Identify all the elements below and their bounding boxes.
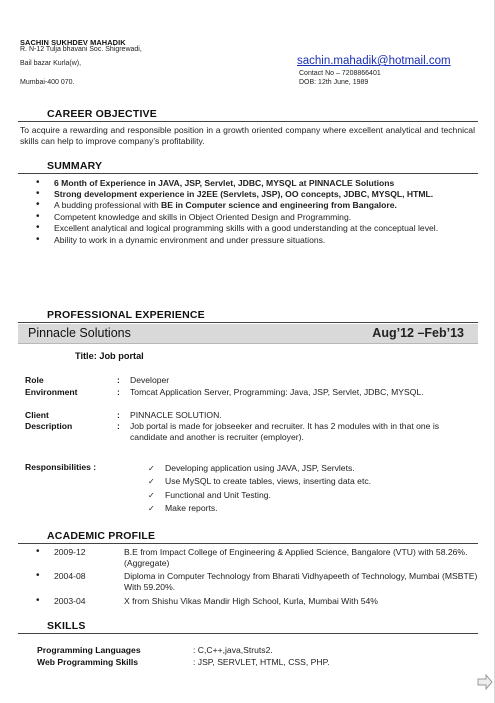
summary-item: • Strong development experience in J2EE (Servlets, JSP), OO concepts, JDBC, MYSQL, HTML. — [20, 189, 480, 199]
client-value: PINNACLE SOLUTION. — [130, 410, 222, 420]
summary-heading: SUMMARY — [47, 160, 103, 172]
web-skills-label: Web Programming Skills — [37, 657, 139, 667]
academic-year: 2009-12 — [54, 547, 86, 557]
academic-heading: ACADEMIC PROFILE — [47, 530, 156, 542]
environment-label: Environment — [25, 387, 78, 397]
employment-dates: Aug’12 –Feb’13 — [372, 326, 464, 340]
section-divider — [18, 633, 478, 634]
role-value: Developer — [130, 375, 170, 385]
colon: : — [117, 421, 120, 431]
responsibility-item: ✓ Developing application using JAVA, JSP, Servlets. — [148, 462, 371, 475]
description-label: Description — [25, 421, 73, 431]
colon: : — [117, 375, 120, 385]
bullet: • — [36, 546, 40, 557]
summary-item: • 6 Month of Experience in JAVA, JSP, Servlet, JDBC, MYSQL at PINNACLE Solutions — [20, 178, 480, 188]
address-line-2: Bail bazar Kurla(w), — [20, 60, 82, 67]
company-bar — [18, 324, 478, 344]
summary-item: • Ability to work in a dynamic environment and under pressure situations. — [20, 235, 480, 245]
section-divider — [18, 121, 478, 122]
experience-heading: PROFESSIONAL EXPERIENCE — [47, 309, 205, 321]
email-link[interactable]: sachin.mahadik@hotmail.com — [297, 55, 451, 67]
skills-heading: SKILLS — [47, 620, 86, 632]
academic-year: 2003-04 — [54, 596, 86, 606]
client-label: Client — [25, 410, 49, 420]
section-divider — [18, 543, 478, 544]
project-title: Title: Job portal — [75, 351, 144, 361]
address-line-1: R. N-12 Tulja bhavani Soc. Shigrewadi, — [20, 46, 142, 53]
next-arrow-icon[interactable] — [477, 674, 493, 690]
summary-list — [20, 178, 480, 246]
bullet: • — [36, 570, 40, 581]
programming-languages-value: : C,C++,java,Struts2. — [193, 645, 273, 655]
academic-description: X from Shishu Vikas Mandir High School, Kurla, Mumbai With 54% — [124, 596, 378, 606]
summary-item: • A budding professional with BE in Computer science and engineering from Bangalore. — [20, 200, 480, 210]
date-of-birth: DOB: 12th June, 1989 — [299, 79, 369, 86]
career-objective-text: To acquire a rewarding and responsible position in a growth oriented company where excellent analytical and technical skills can help to improve company’s profitability. — [20, 125, 475, 146]
candidate-name: SACHIN SUKHDEV MAHADIK — [20, 38, 126, 47]
summary-item: • Excellent analytical and logical programming skills with a good understanding at the conceptual level. — [20, 223, 480, 233]
responsibilities-label: Responsibilities : — [25, 462, 97, 472]
address-line-3: Mumbai-400 070. — [20, 79, 75, 86]
responsibility-item: ✓ Use MySQL to create tables, views, inserting data etc. — [148, 475, 371, 488]
academic-description: B.E from Impact College of Engineering & Applied Science, Bangalore (VTU) with 58.26%.(Aggregate) — [124, 547, 468, 568]
responsibility-item: ✓ Functional and Unit Testing. — [148, 489, 371, 502]
academic-year: 2004-08 — [54, 571, 86, 581]
role-label: Role — [25, 375, 44, 385]
contact-number: Contact No – 7208866401 — [299, 70, 381, 77]
summary-item: • Competent knowledge and skills in Object Oriented Design and Programming. — [20, 212, 480, 222]
responsibility-item: ✓ Make reports. — [148, 502, 371, 515]
programming-languages-label: Programming Languages — [37, 645, 141, 655]
colon: : — [117, 387, 120, 397]
bullet: • — [36, 595, 40, 606]
environment-value: Tomcat Application Server, Programming: Java, JSP, Servlet, JDBC, MYSQL. — [130, 387, 424, 397]
colon: : — [117, 410, 120, 420]
career-objective-heading: CAREER OBJECTIVE — [47, 108, 157, 120]
section-divider — [18, 322, 478, 323]
academic-description: Diploma in Computer Technology from Bharati Vidhyapeeth of Technology, Mumbai (MSBTE) With 59.20%. — [124, 571, 478, 592]
description-value: Job portal is made for jobseeker and recruiter. It has 2 modules with in that one is candidate and another is recruiter (employer). — [130, 421, 440, 442]
web-skills-value: : JSP, SERVLET, HTML, CSS, PHP. — [193, 657, 330, 667]
section-divider — [18, 173, 478, 174]
company-name: Pinnacle Solutions — [28, 326, 131, 340]
responsibilities-list — [148, 462, 371, 515]
